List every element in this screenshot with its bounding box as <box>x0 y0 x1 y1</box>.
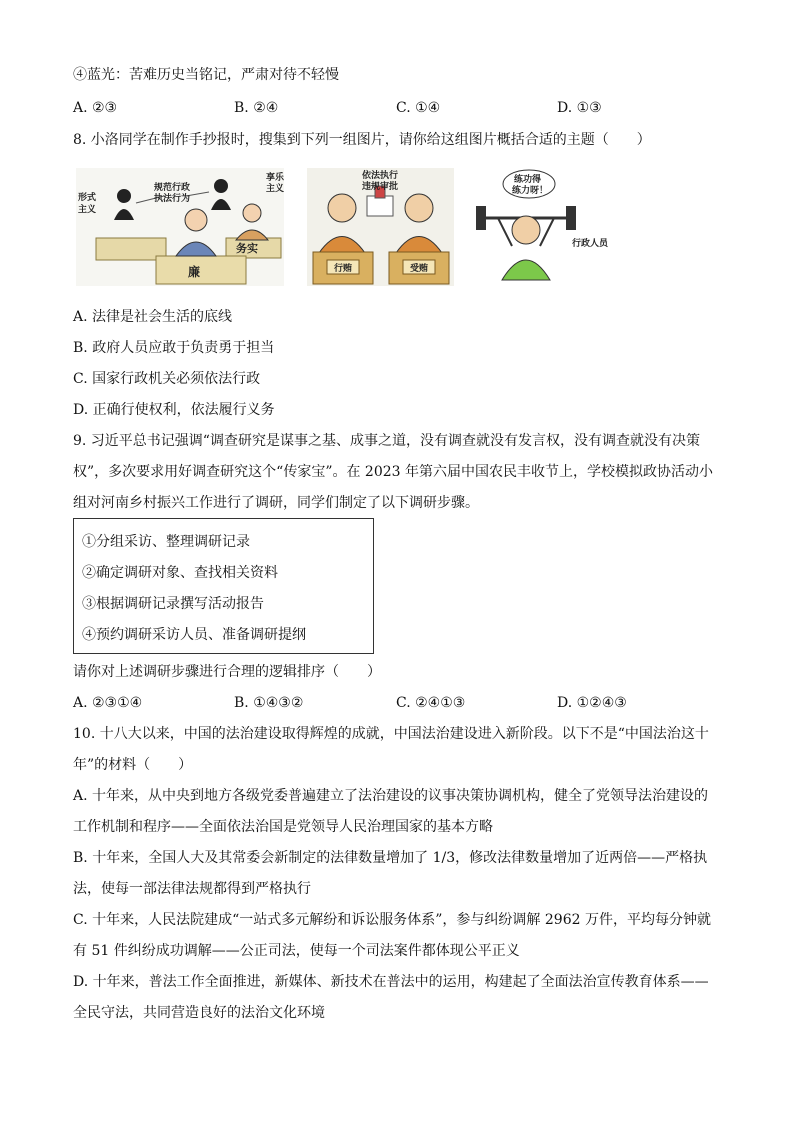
q8-option-a[interactable]: A. 法律是社会生活的底线 <box>73 309 233 325</box>
q10-stem-line-1: 10. 十八大以来，中国的法治建设取得辉煌的成就，中国法治建设进入新阶段。以下不是“中国法治这十 <box>73 726 709 742</box>
q8-option-c[interactable]: C. 国家行政机关必须依法行政 <box>73 371 261 387</box>
q10-option-c-line-2[interactable]: 有 51 件纠纷成功调解——公正司法，使每一个司法案件都体现公平正义 <box>73 943 520 959</box>
q8-cartoon-1 <box>76 168 284 286</box>
q10-option-a-line-1[interactable]: A. 十年来，从中央到地方各级党委普遍建立了法治建设的议事决策协调机构，健全了党领导法治建设的 <box>73 788 709 804</box>
cartoon1-label-regulate-1: 规范行政 <box>154 183 191 193</box>
q8-cartoon-3 <box>474 168 624 286</box>
q9-question: 请你对上述调研步骤进行合理的逻辑排序（ ） <box>73 664 381 680</box>
q7-item-4: ④蓝光：苦难历史当铭记，严肃对待不轻慢 <box>73 67 339 83</box>
cartoon1-label-hedonism-1: 享乐 <box>266 173 284 183</box>
cartoon1-label-wushi: 务实 <box>236 242 258 255</box>
cartoon1-label-lian: 廉 <box>188 265 201 279</box>
q9-step-1: ①分组采访、整理调研记录 <box>82 534 250 550</box>
q10-option-b-line-1[interactable]: B. 十年来，全国人大及其常委会新制定的法律数量增加了 1/3，修改法律数量增加了近两倍——严格执 <box>73 850 708 866</box>
cartoon1-label-formalism-2: 主义 <box>78 205 97 215</box>
q10-option-d-line-2[interactable]: 全民守法，共同营造良好的法治文化环境 <box>73 1005 325 1021</box>
q8-stem: 8. 小洛同学在制作手抄报时，搜集到下列一组图片，请你给这组图片概括合适的主题（ ） <box>73 132 651 148</box>
q10-option-c-line-1[interactable]: C. 十年来，人民法院建成“一站式多元解纷和诉讼服务体系”，参与纠纷调解 2962 万件，平均每分钟就 <box>73 912 711 928</box>
q9-option-a[interactable]: A. ②③①④ <box>73 695 143 711</box>
cartoon1-label-hedonism-2: 主义 <box>266 184 284 194</box>
q8-cartoon-2 <box>307 168 454 286</box>
q9-stem-line-3: 组对河南乡村振兴工作进行了调研，同学们制定了以下调研步骤。 <box>73 495 479 511</box>
cartoon2-label-left-desk: 行贿 <box>334 264 353 274</box>
q10-option-b-line-2[interactable]: 法，使每一部法律法规都得到严格执行 <box>73 881 311 897</box>
q9-step-3: ③根据调研记录撰写活动报告 <box>82 596 264 612</box>
q8-option-b[interactable]: B. 政府人员应敢于负责勇于担当 <box>73 340 275 356</box>
q9-option-c[interactable]: C. ②④①③ <box>396 695 466 711</box>
q9-option-b[interactable]: B. ①④③② <box>234 695 304 711</box>
cartoon3-label-person: 行政人员 <box>572 239 609 249</box>
cartoon1-label-formalism-1: 形式 <box>78 193 97 203</box>
q9-stem-line-1: 9. 习近平总书记强调“调查研究是谋事之基、成事之道，没有调查就没有发言权，没有调查就没有决策 <box>73 433 700 449</box>
q9-steps-box <box>73 518 374 654</box>
q9-option-d[interactable]: D. ①②④③ <box>557 695 627 711</box>
cartoon1-label-regulate-2: 执法行为 <box>154 194 191 204</box>
cartoon3-bubble-1: 练功得 <box>514 175 542 185</box>
cartoon2-label-top-1: 依法执行 <box>362 171 399 181</box>
cartoon2-label-top-2: 违规审批 <box>362 182 399 192</box>
cartoon2-label-right-desk: 受贿 <box>410 264 429 274</box>
q8-option-d[interactable]: D. 正确行使权利，依法履行义务 <box>73 402 275 418</box>
q9-stem-line-2: 权”，多次要求用好调查研究这个“传家宝”。在 2023 年第六届中国农民丰收节上，学校模拟政协活动小 <box>73 464 713 480</box>
q10-option-d-line-1[interactable]: D. 十年来，普法工作全面推进，新媒体、新技术在普法中的运用，构建起了全面法治宣传教育体系—— <box>73 974 709 990</box>
q7-option-a[interactable]: A. ②③ <box>73 100 118 116</box>
q7-option-c[interactable]: C. ①④ <box>396 100 441 116</box>
q10-stem-line-2: 年”的材料（ ） <box>73 757 193 773</box>
q7-option-d[interactable]: D. ①③ <box>557 100 602 116</box>
cartoon3-bubble-2: 练力呀！ <box>512 186 549 196</box>
q9-step-2: ②确定调研对象、查找相关资料 <box>82 565 278 581</box>
q9-step-4: ④预约调研采访人员、准备调研提纲 <box>82 627 306 643</box>
q7-option-b[interactable]: B. ②④ <box>234 100 279 116</box>
q10-option-a-line-2[interactable]: 工作机制和程序——全面依法治国是党领导人民治理国家的基本方略 <box>73 819 493 835</box>
